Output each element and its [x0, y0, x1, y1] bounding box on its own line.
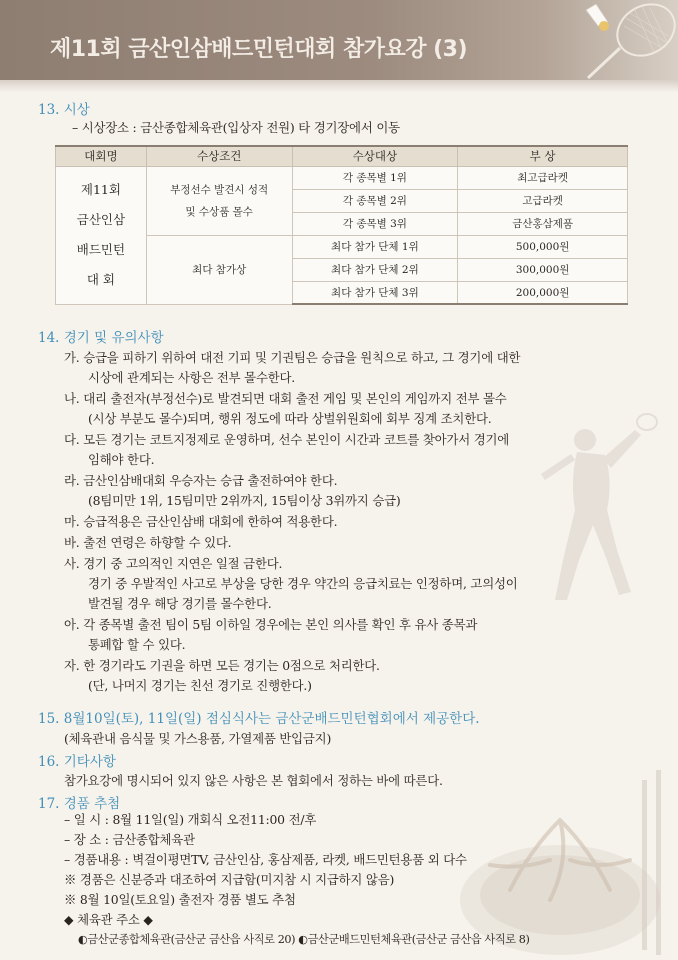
lottery-line: – 경품내용 : 벽걸이평면TV, 금산인삼, 홍삼제품, 라켓, 배드민턴용품 외 다수: [64, 852, 467, 867]
condition-cell: 최다 참가상: [146, 235, 292, 304]
lottery-line: – 일 시 : 8월 11일(일) 개회식 오전11:00 전/후: [64, 812, 317, 827]
target-cell: 각 종목별 3위: [292, 212, 458, 235]
prize-cell: 300,000원: [458, 258, 628, 281]
target-cell: 각 종목별 2위: [292, 189, 458, 212]
lottery-line: ※ 8월 10일(토요일) 출전자 경품 별도 추첨: [64, 892, 296, 907]
target-cell: 각 종목별 1위: [292, 166, 458, 189]
header-banner: [0, 0, 678, 80]
meal-note: (체육관내 음식물 및 가스용품, 가열제품 반입금지): [64, 731, 332, 746]
target-cell: 최다 참가 단체 3위: [292, 281, 458, 304]
col-header-target: 수상대상: [292, 146, 458, 166]
col-header-event: 대회명: [56, 146, 147, 166]
rule-line: 임해야 한다.: [88, 452, 155, 467]
page-title: 제11회 금산인삼배드민턴대회 참가요강 (3): [50, 37, 468, 62]
rule-line: (8팀미만 1위, 15팀미만 2위까지, 15팀이상 3위까지 승급): [88, 493, 401, 508]
rule-line: 아. 각 종목별 출전 팀이 5팀 이하일 경우에는 본인 의사를 확인 후 유사 종목과: [64, 617, 478, 632]
rule-line: 발견될 경우 해당 경기를 몰수한다.: [88, 596, 272, 611]
rule-line: 나. 대리 출전자(부정선수)로 발견되면 대회 출전 게임 및 본인의 게임까지 전부 몰수: [64, 391, 507, 406]
target-cell: 최다 참가 단체 1위: [292, 235, 458, 258]
rule-line: 바. 출전 연령은 하향할 수 있다.: [64, 535, 232, 550]
rule-line: 경기 중 우발적인 사고로 부상을 당한 경우 약간의 응급치료는 인정하며, 고의성이: [88, 576, 518, 591]
event-name-line: 금산인삼: [76, 212, 126, 227]
rule-line: 통폐합 할 수 있다.: [88, 637, 186, 652]
prize-cell: 최고급라켓: [458, 166, 628, 189]
misc-text: 참가요강에 명시되어 있지 않은 사항은 본 협회에서 정하는 바에 따른다.: [64, 773, 443, 788]
prize-cell: 금산홍삼제품: [458, 212, 628, 235]
award-venue: – 시상장소 : 금산종합체육관(입상자 전원) 타 경기장에서 이동: [72, 120, 400, 135]
prize-cell: 200,000원: [458, 281, 628, 304]
section-14-title: 14. 경기 및 유의사항: [38, 330, 164, 346]
rule-line: 자. 한 경기라도 기권을 하면 모든 경기는 0점으로 처리한다.: [64, 658, 380, 673]
rule-line: (시상 부분도 몰수)되며, 행위 정도에 따라 상벌위원회에 회부 징계 조치한다.: [88, 411, 492, 426]
rule-line: 마. 승급적용은 금산인삼배 대회에 한하여 적용한다.: [64, 514, 338, 529]
badminton-player-silhouette-icon: [515, 410, 665, 610]
table-row: [56, 166, 628, 189]
rule-line: 사. 경기 중 고의적인 지연은 일절 금한다.: [64, 556, 283, 571]
rule-line: 라. 금산인삼배대회 우승자는 승급 출전하여야 한다.: [64, 473, 338, 488]
event-name-cell: [56, 166, 147, 304]
event-name-line: 대 회: [86, 272, 115, 287]
lottery-line: ※ 경품은 신분증과 대조하여 지급함(미지참 시 지급하지 않음): [64, 872, 395, 887]
section-13-title: 13. 시상: [38, 102, 90, 118]
condition-cell: [146, 166, 292, 235]
section-16-title: 16. 기타사항: [38, 754, 116, 770]
prize-cell: 500,000원: [458, 235, 628, 258]
condition-line: 및 수상품 몰수: [185, 205, 253, 218]
award-table-header-row: [56, 146, 628, 166]
rule-line: (단, 나머지 경기는 친선 경기로 진행한다.): [88, 678, 312, 693]
prize-cell: 고급라켓: [458, 189, 628, 212]
rule-line: 다. 모든 경기는 코트지정제로 운영하며, 선수 본인이 시간과 코트를 찾아가서 경기에: [64, 432, 510, 447]
col-header-prize: 부 상: [458, 146, 628, 166]
rule-line: 가. 승급을 피하기 위하여 대전 기피 및 기권팀은 승급을 원칙으로 하고, 그 경기에 대한: [64, 350, 521, 365]
condition-line: 부정선수 발견시 성적: [170, 183, 269, 196]
target-cell: 최다 참가 단체 2위: [292, 258, 458, 281]
badminton-racket-shuttlecock-illustration: [568, 0, 678, 80]
header-shadow: [0, 80, 678, 92]
gym-address-line: ◐금산군종합체육관(금산군 금산읍 사직로 20) ◐금산군배드민턴체육관(금산군 금산읍 사직로 8): [78, 933, 530, 946]
event-name-line: 제11회: [80, 182, 121, 197]
gym-address-heading: ◆ 체육관 주소 ◆: [64, 912, 153, 927]
section-15-title: 15. 8월10일(토), 11일(일) 점심식사는 금산군배드민턴협회에서 제공한다.: [38, 711, 480, 727]
section-17-title: 17. 경품 추첨: [38, 796, 121, 812]
rule-line: 시상에 관계되는 사항은 전부 몰수한다.: [88, 370, 296, 385]
col-header-condition: 수상조건: [146, 146, 292, 166]
event-name-line: 배드민턴: [76, 242, 126, 257]
award-table: [55, 145, 628, 305]
lottery-line: – 장 소 : 금산종합체육관: [64, 832, 195, 847]
